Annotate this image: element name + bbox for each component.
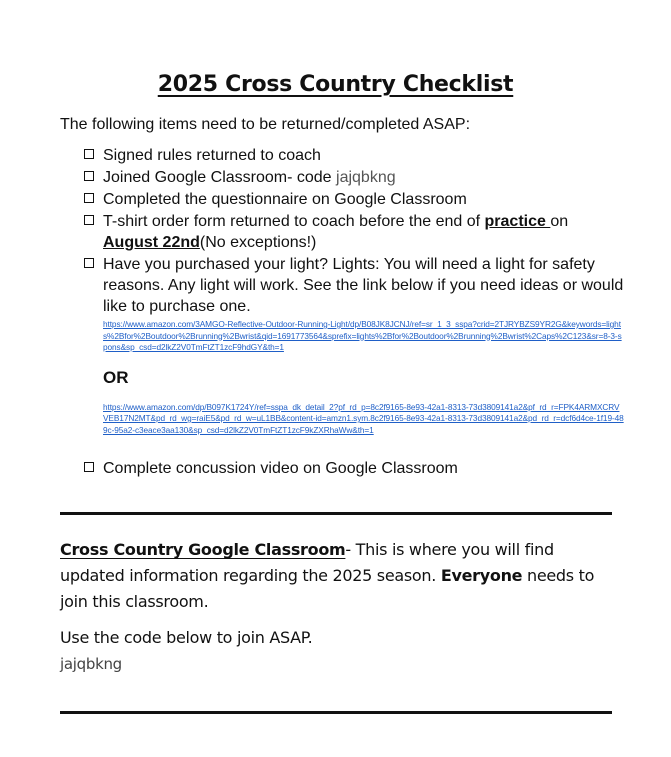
classroom-body-1: - This is where you will find updated information regarding the 2025 season.: [60, 540, 554, 585]
checklist-item-questionnaire: [84, 189, 624, 210]
practice-emphasis: practice: [484, 213, 551, 230]
checkbox[interactable]: [84, 193, 94, 203]
checklist-item-tshirt: [84, 211, 624, 253]
checklist: [84, 145, 624, 480]
checklist-item-rules: [84, 145, 624, 166]
checkbox[interactable]: [84, 462, 94, 472]
checklist-item-concussion: [84, 458, 624, 479]
classroom-body-2: needs to join this classroom.: [60, 566, 595, 611]
classroom-section: [60, 537, 620, 677]
item-text: Signed rules returned to coach: [103, 147, 321, 164]
light-link-2[interactable]: https://www.amazon.com/dp/B097K1724Y/ref=sspa_dk_detail_2?pf_rd_p=8c2f9165-8e93-42a1-8313-73d3809141a2&pf_rd_r=FPK4ARMXCRVVEB17N2MT&pd_rd_wg=raiE5&pd_rd_w=uL1BB&content-id=amzn1.sym.8c2f9165-8e93-42a1-8313-73d3809141a2&pd_rd_r=dcf6d4ce-1f19-489c-95a2-c3eace3aa130&sp_csd=d2lkZ2V0TmFtZT1zcF9kZXRhaWw&th=1: [103, 401, 624, 435]
item-text-post: (No exceptions!): [199, 234, 317, 251]
checklist-item-light: [84, 254, 624, 354]
item-text-mid: on: [550, 213, 569, 230]
checkbox[interactable]: [84, 258, 94, 268]
or-separator: OR: [103, 367, 129, 387]
item-text: Joined Google Classroom- code: [103, 169, 337, 186]
everyone-emphasis: Everyone: [440, 566, 523, 585]
light-link-2-wrap: [84, 402, 624, 437]
classroom-code: jajqbkng: [336, 169, 396, 186]
classroom-instruction: Use the code below to join ASAP.: [60, 628, 313, 647]
checkbox[interactable]: [84, 215, 94, 225]
checkbox[interactable]: [84, 149, 94, 159]
page-title: 2025 Cross Country Checklist: [157, 72, 514, 97]
item-text: Completed the questionnaire on Google Classroom: [103, 191, 467, 208]
divider-bottom: [60, 711, 612, 714]
divider-top: [60, 512, 612, 515]
item-text: T-shirt order form returned to coach before the end of: [103, 213, 485, 230]
checklist-item-classroom: [84, 167, 624, 188]
intro-text: The following items need to be returned/completed ASAP:: [60, 116, 471, 133]
item-text: Complete concussion video on Google Classroom: [103, 460, 458, 477]
item-text: Have you purchased your light? Lights: You will need a light for safety reasons. Any light will work. See the link below if you need ideas or would like to purchase one.: [103, 256, 624, 315]
checkbox[interactable]: [84, 171, 94, 181]
deadline-date: August 22nd: [103, 234, 200, 251]
light-link-1[interactable]: https://www.amazon.com/3AMGO-Reflective-Outdoor-Running-Light/dp/B08JK8JCNJ/ref=sr_1_3_sspa?crid=2TJRYBZS9YR2G&keywords=lights%2Bfor%2Boutdoor%2Brunning%2Bwrist&qid=1691773564&sprefix=lights%2Bfor%2Boutdoor%2Brunning%2Bwrist%2Caps%2C123&sr=8-3-spons&sp_csd=d2lkZ2V0TmFtZT1zcF9hdGY&th=1: [103, 319, 622, 352]
classroom-code-footer: jajqbkng: [60, 655, 122, 673]
classroom-heading: Cross Country Google Classroom: [60, 540, 346, 559]
